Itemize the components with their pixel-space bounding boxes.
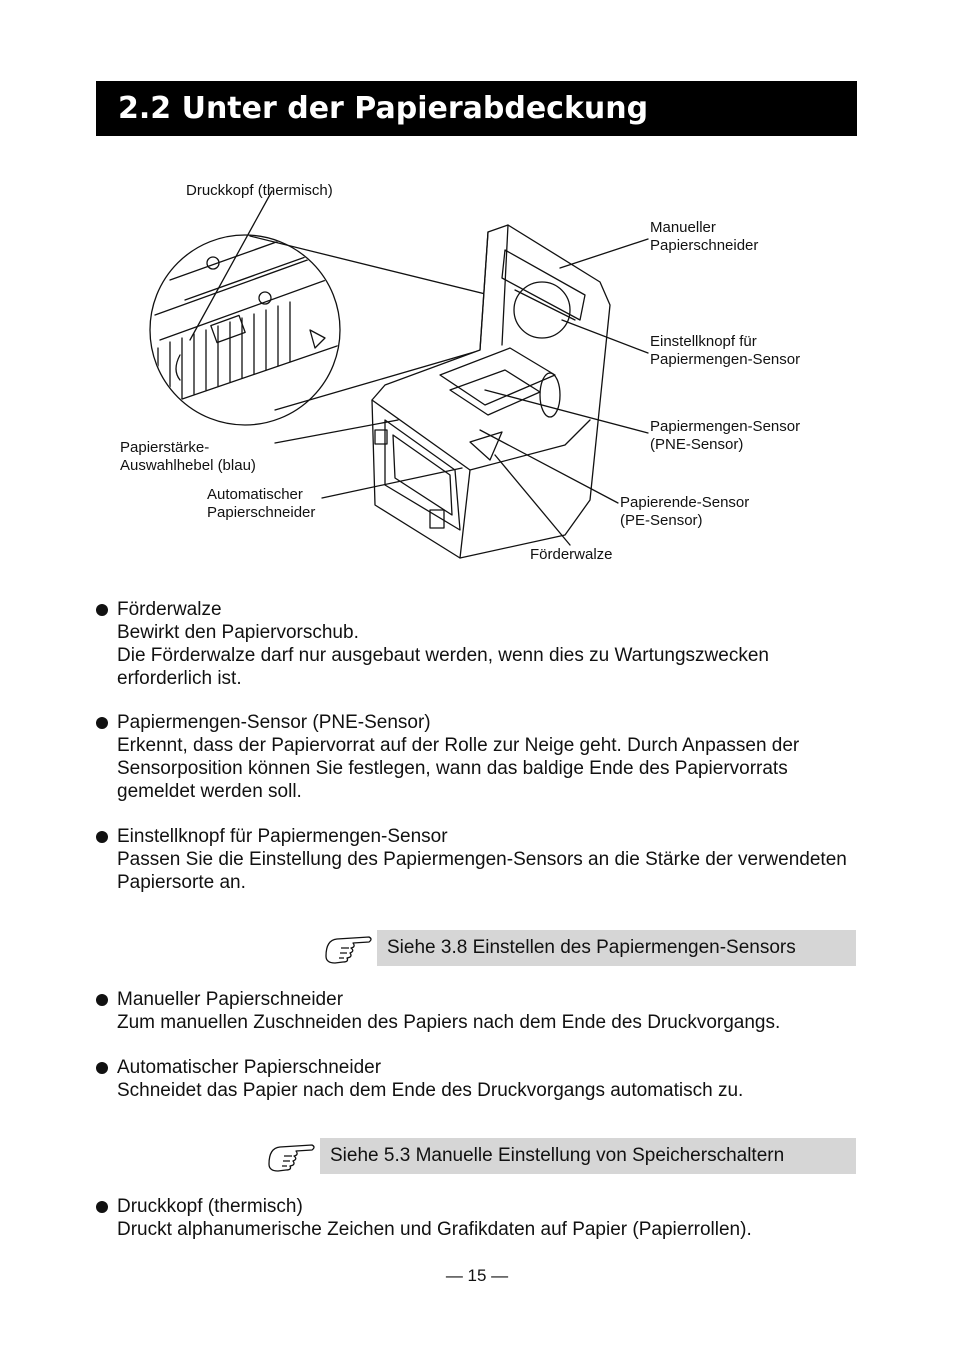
item-title: Förderwalze bbox=[117, 599, 222, 620]
list-item bbox=[96, 711, 866, 803]
list-item bbox=[96, 1056, 743, 1102]
list-item bbox=[96, 598, 866, 690]
reference-text: Siehe 5.3 Manuelle Einstellung von Speicherschaltern bbox=[320, 1138, 856, 1174]
item-title: Einstellknopf für Papiermengen-Sensor bbox=[117, 826, 448, 847]
reference-note bbox=[323, 930, 856, 966]
callout-einstellknopf: Einstellknopf für Papiermengen-Sensor bbox=[650, 333, 801, 368]
callout-papierstaerke: Papierstärke- Auswahlhebel (blau) bbox=[120, 439, 256, 474]
reference-text: Siehe 3.8 Einstellen des Papiermengen-Sensors bbox=[377, 930, 856, 966]
list-item bbox=[96, 825, 866, 894]
item-description: Zum manuellen Zuschneiden des Papiers nach dem Ende des Druckvorgangs. bbox=[117, 1012, 781, 1033]
bullet-icon bbox=[96, 994, 108, 1006]
section-title: 2.2 Unter der Papierabdeckung bbox=[96, 81, 857, 136]
item-description: Passen Sie die Einstellung des Papiermengen-Sensors an die Stärke der verwendeten Papiersorte an. bbox=[117, 849, 847, 893]
callout-foerderwalze: Förderwalze bbox=[530, 546, 613, 563]
bullet-icon bbox=[96, 1201, 108, 1213]
reference-note bbox=[266, 1138, 856, 1174]
bullet-icon bbox=[96, 831, 108, 843]
bullet-icon bbox=[96, 604, 108, 616]
item-description: Erkennt, dass der Papiervorrat auf der Rolle zur Neige geht. Durch Anpassen der Sensorposition können Sie festlegen, wann das baldige Ende des Papiervorrats gemeldet werden soll. bbox=[117, 735, 800, 802]
item-title: Manueller Papierschneider bbox=[117, 989, 344, 1010]
item-title: Automatischer Papierschneider bbox=[117, 1057, 382, 1078]
callout-manueller-papierschneider: Manueller Papierschneider bbox=[650, 219, 759, 254]
printer-figure bbox=[110, 170, 850, 580]
item-description: Bewirkt den Papiervorschub. Die Förderwalze darf nur ausgebaut werden, wenn dies zu Wartungszwecken erforderlich ist. bbox=[117, 622, 769, 689]
callout-pe-sensor: Papierende-Sensor (PE-Sensor) bbox=[620, 494, 750, 529]
list-item bbox=[96, 1195, 752, 1241]
item-description: Druckt alphanumerische Zeichen und Grafikdaten auf Papier (Papierrollen). bbox=[117, 1219, 752, 1240]
pointing-hand-icon bbox=[323, 930, 373, 966]
item-title: Druckkopf (thermisch) bbox=[117, 1196, 303, 1217]
callout-automatischer-papierschneider: Automatischer Papierschneider bbox=[207, 486, 316, 521]
item-title: Papiermengen-Sensor (PNE-Sensor) bbox=[117, 712, 431, 733]
page-number: — 15 — bbox=[445, 1266, 509, 1285]
callout-pne-sensor: Papiermengen-Sensor (PNE-Sensor) bbox=[650, 418, 801, 453]
bullet-icon bbox=[96, 1062, 108, 1074]
bullet-icon bbox=[96, 717, 108, 729]
list-item bbox=[96, 988, 780, 1034]
callout-druckkopf: Druckkopf (thermisch) bbox=[186, 182, 333, 199]
pointing-hand-icon bbox=[266, 1138, 316, 1174]
item-description: Schneidet das Papier nach dem Ende des Druckvorgangs automatisch zu. bbox=[117, 1080, 744, 1101]
